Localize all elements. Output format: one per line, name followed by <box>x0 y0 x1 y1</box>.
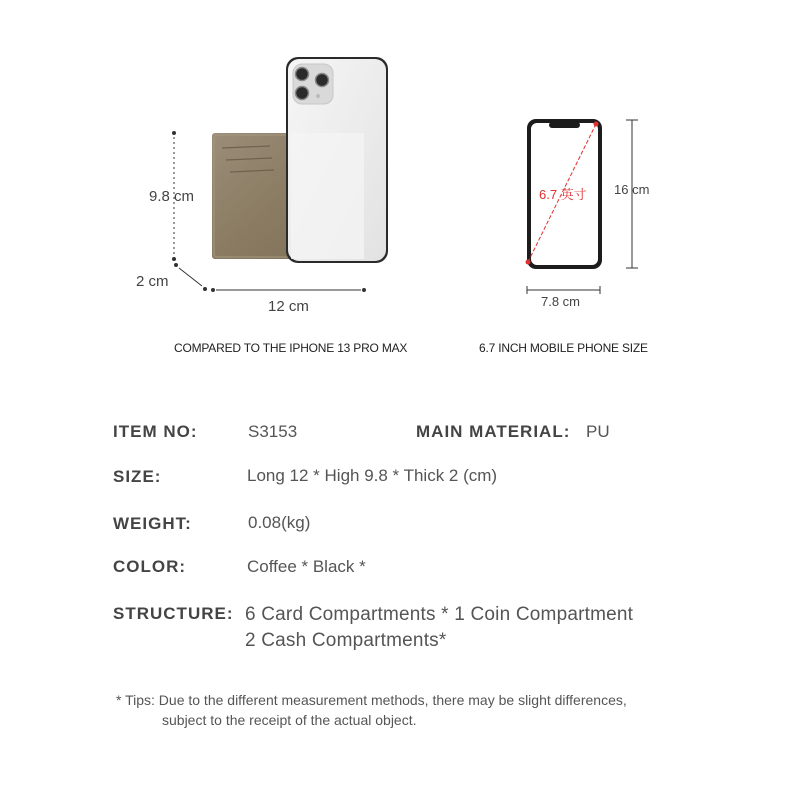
item-no-label: ITEM NO: <box>113 422 198 441</box>
diagonal-label: 6.7 英寸 <box>539 187 587 202</box>
size-label: SIZE: <box>113 467 162 486</box>
phone-height-label: 16 cm <box>614 182 650 197</box>
size-value: Long 12 * High 9.8 * Thick 2 (cm) <box>247 466 498 485</box>
length-dimension-line <box>211 288 366 292</box>
structure-value-line2: 2 Cash Compartments* <box>245 630 447 651</box>
phone-width-dimension-line <box>527 286 600 294</box>
main-material-label: MAIN MATERIAL: <box>416 422 571 441</box>
thickness-dimension-line <box>174 263 207 291</box>
left-caption: COMPARED TO THE IPHONE 13 PRO MAX <box>174 341 408 355</box>
weight-value: 0.08(kg) <box>248 513 311 532</box>
iphone-13-pro-max-image <box>286 57 388 263</box>
main-material-value: PU <box>586 422 610 441</box>
weight-label: WEIGHT: <box>113 514 192 533</box>
thickness-label: 2 cm <box>136 273 169 290</box>
color-label: COLOR: <box>113 557 187 576</box>
right-caption: 6.7 INCH MOBILE PHONE SIZE <box>479 341 648 355</box>
color-value: Coffee * Black * <box>247 557 366 576</box>
item-no-value: S3153 <box>248 422 298 441</box>
phone-width-label: 7.8 cm <box>541 294 581 309</box>
length-label: 12 cm <box>268 298 309 315</box>
tips-line2: subject to the receipt of the actual object. <box>162 712 417 728</box>
structure-label: STRUCTURE: <box>113 604 234 623</box>
wallet-phone-comparison-illustration <box>0 0 800 370</box>
height-label: 9.8 cm <box>149 188 195 205</box>
structure-value-line1: 6 Card Compartments * 1 Coin Compartment <box>245 604 634 625</box>
tips-line1: * Tips: Due to the different measurement methods, there may be slight differences, <box>116 692 627 708</box>
